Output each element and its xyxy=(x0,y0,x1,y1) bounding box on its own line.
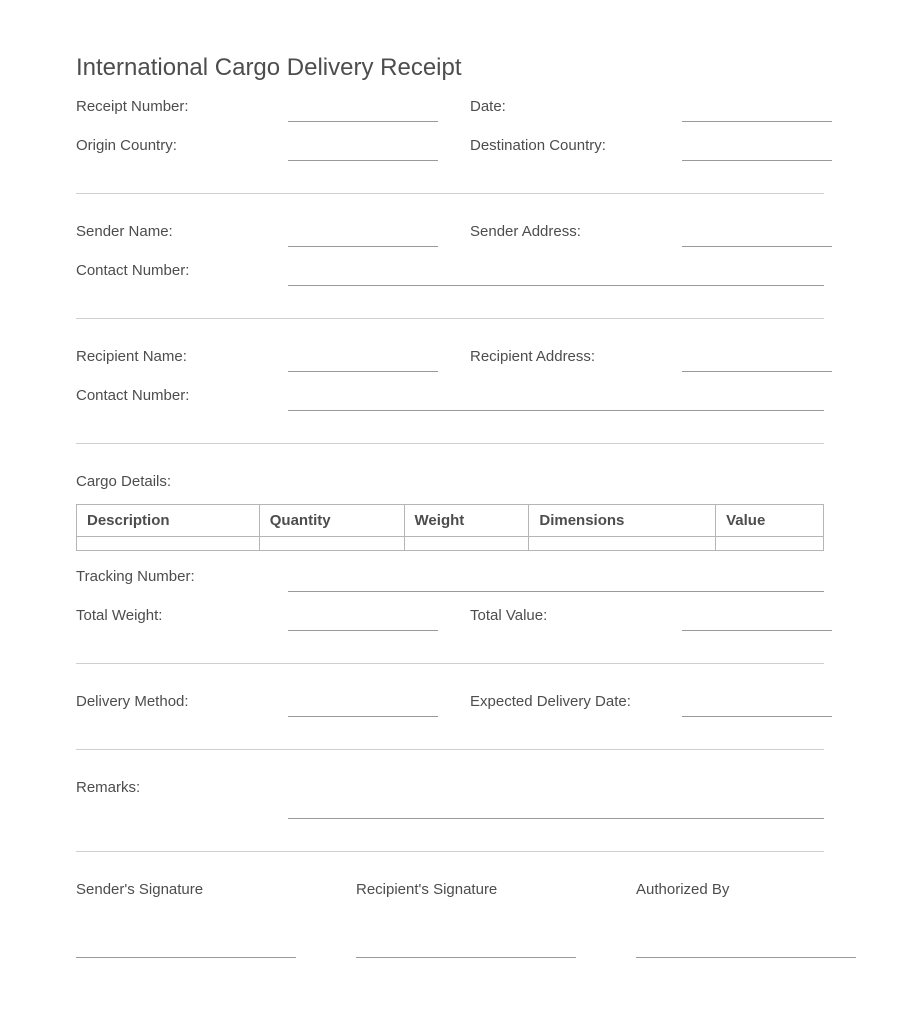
cell-weight[interactable] xyxy=(404,537,529,551)
section-divider xyxy=(76,443,824,444)
column-header-quantity: Quantity xyxy=(259,505,404,537)
destination-country-label: Destination Country: xyxy=(470,137,606,154)
total-weight-field[interactable] xyxy=(288,630,438,631)
table-header-row xyxy=(77,505,824,537)
column-header-description: Description xyxy=(77,505,260,537)
delivery-method-field[interactable] xyxy=(288,716,438,717)
recipient-contact-label: Contact Number: xyxy=(76,387,190,404)
cell-dimensions[interactable] xyxy=(529,537,716,551)
cell-quantity[interactable] xyxy=(259,537,404,551)
cargo-table xyxy=(76,504,824,551)
expected-delivery-date-label: Expected Delivery Date: xyxy=(470,693,631,710)
recipient-signature-label: Recipient's Signature xyxy=(356,881,498,898)
authorized-by-field[interactable] xyxy=(636,957,856,958)
cell-value[interactable] xyxy=(716,537,824,551)
total-weight-label: Total Weight: xyxy=(76,607,163,624)
receipt-number-field[interactable] xyxy=(288,121,438,122)
expected-delivery-date-field[interactable] xyxy=(682,716,832,717)
receipt-number-label: Receipt Number: xyxy=(76,98,189,115)
date-field[interactable] xyxy=(682,121,832,122)
sender-contact-label: Contact Number: xyxy=(76,262,190,279)
authorized-by-label: Authorized By xyxy=(636,881,730,898)
total-value-label: Total Value: xyxy=(470,607,548,624)
section-divider xyxy=(76,193,824,194)
sender-contact-field[interactable] xyxy=(288,285,824,286)
sender-address-field[interactable] xyxy=(682,246,832,247)
page-title: International Cargo Delivery Receipt xyxy=(76,54,462,81)
delivery-method-label: Delivery Method: xyxy=(76,693,189,710)
sender-signature-label: Sender's Signature xyxy=(76,881,204,898)
sender-signature-field[interactable] xyxy=(76,957,296,958)
section-divider xyxy=(76,663,824,664)
recipient-contact-field[interactable] xyxy=(288,410,824,411)
tracking-number-field[interactable] xyxy=(288,591,824,592)
destination-country-field[interactable] xyxy=(682,160,832,161)
remarks-label: Remarks: xyxy=(76,779,141,796)
sender-name-label: Sender Name: xyxy=(76,223,173,240)
origin-country-field[interactable] xyxy=(288,160,438,161)
section-divider xyxy=(76,318,824,319)
recipient-address-label: Recipient Address: xyxy=(470,348,596,365)
column-header-weight: Weight xyxy=(404,505,529,537)
total-value-field[interactable] xyxy=(682,630,832,631)
section-divider xyxy=(76,851,824,852)
cell-description[interactable] xyxy=(77,537,260,551)
date-label: Date: xyxy=(470,98,506,115)
recipient-name-field[interactable] xyxy=(288,371,438,372)
tracking-number-label: Tracking Number: xyxy=(76,568,195,585)
column-header-value: Value xyxy=(716,505,824,537)
origin-country-label: Origin Country: xyxy=(76,137,177,154)
recipient-signature-field[interactable] xyxy=(356,957,576,958)
cargo-details-label: Cargo Details: xyxy=(76,473,172,490)
sender-address-label: Sender Address: xyxy=(470,223,581,240)
recipient-address-field[interactable] xyxy=(682,371,832,372)
section-divider xyxy=(76,749,824,750)
table-row xyxy=(77,537,824,551)
sender-name-field[interactable] xyxy=(288,246,438,247)
remarks-field[interactable] xyxy=(288,818,824,819)
column-header-dimensions: Dimensions xyxy=(529,505,716,537)
recipient-name-label: Recipient Name: xyxy=(76,348,187,365)
